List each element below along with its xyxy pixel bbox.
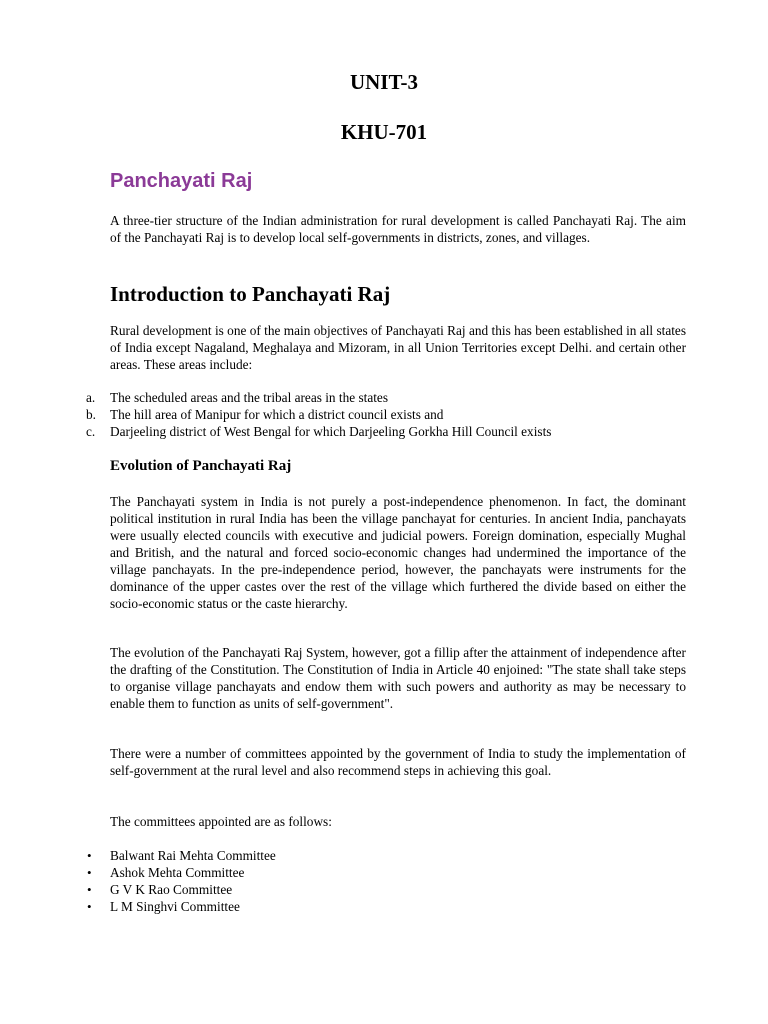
evolution-heading: Evolution of Panchayati Raj [110,458,292,474]
list-item [0,406,768,423]
evolution-paragraph-2: The evolution of the Panchayati Raj System, however, got a fillip after the attainment of independence after the drafting of the Constitution. The Constitution of India in Article 40 enjoined: "The state shall take steps to organise village panchayats and endow them with such powers and authority as may be necessary to enable them to function as units of self-government". [110,645,686,711]
introduction-heading: Introduction to Panchayati Raj [110,282,391,306]
list-item-text: L M Singhvi Committee [110,899,240,914]
introduction-paragraph: Rural development is one of the main objectives of Panchayati Raj and this has been established in all states of India except Nagaland, Meghalaya and Mizoram, in all Union Territories except Delhi. and certain other areas. These areas include: [110,323,686,372]
bullet-icon: • [87,882,92,897]
list-marker: a. [86,390,96,405]
course-code-heading: KHU-701 [340,120,428,144]
list-item [0,864,768,881]
bullet-icon: • [87,848,92,863]
list-item-text: Ashok Mehta Committee [110,865,245,880]
committees-intro: The committees appointed are as follows: [110,814,332,829]
evolution-paragraph-3: There were a number of committees appointed by the government of India to study the implementation of self-government at the rural level and also recommend steps in achieving this goal. [110,746,686,778]
unit-heading: UNIT-3 [349,70,419,94]
intro-paragraph: A three-tier structure of the Indian administration for rural development is called Panchayati Raj. The aim of the Panchayati Raj is to develop local self-governments in districts, zones, and villages. [110,213,686,245]
list-item-text: G V K Rao Committee [110,882,233,897]
list-item [0,881,768,898]
bullet-icon: • [87,899,92,914]
list-item [0,898,768,915]
section-title: Panchayati Raj [110,170,253,192]
list-item-text: The hill area of Manipur for which a district council exists and [110,407,444,422]
evolution-paragraph-1: The Panchayati system in India is not purely a post-independence phenomenon. In fact, the dominant political institution in rural India has been the village panchayat for centuries. In ancient India, panchayats were usually elected councils with executive and judicial powers. Foreign domination, especially Mughal and British, and the natural and forced socio-economic changes had undermined the importance of the village panchayats. In the pre-independence period, however, the panchayats were instruments for the dominance of the upper castes over the rest of the village which furthered the divide based on either the socio-economic status or the caste hierarchy. [110,494,686,611]
list-item-text: Darjeeling district of West Bengal for which Darjeeling Gorkha Hill Council exists [110,424,552,439]
list-item-text: The scheduled areas and the tribal areas in the states [110,390,389,405]
areas-list [0,389,768,440]
list-item [0,423,768,440]
committees-list [0,847,768,915]
list-item [0,847,768,864]
bullet-icon: • [87,865,92,880]
list-item [0,389,768,406]
list-marker: c. [86,424,96,439]
list-item-text: Balwant Rai Mehta Committee [110,848,276,863]
list-marker: b. [86,407,96,422]
